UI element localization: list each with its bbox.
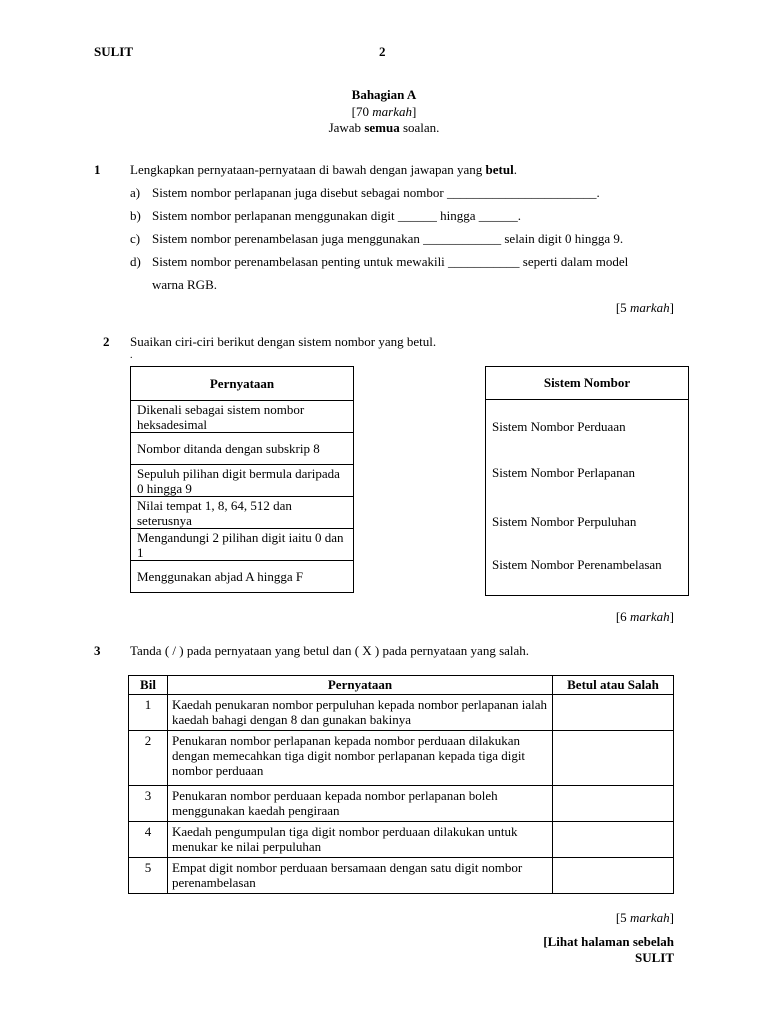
question-3-prompt: Tanda ( / ) pada pernyataan yang betul dan ( X ) pada pernyataan yang salah.	[130, 643, 530, 658]
footer-next-page: [Lihat halaman sebelah	[543, 934, 674, 949]
q3-row-text: Penukaran nombor perlapanan kepada nombor perduaan dilakukan dengan memecahkan tiga digit nombor perlapanan kepada tiga digit nombor perduaan	[168, 731, 553, 786]
question-1-prompt: Lengkapkan pernyataan-pernyataan di bawah dengan jawapan yang betul.	[130, 162, 517, 177]
q2-system-option: Sistem Nombor Perenambelasan	[492, 557, 662, 572]
question-2-number: 2	[103, 334, 110, 349]
q2-stray-dot: .	[130, 350, 133, 361]
q3-answer-cell[interactable]	[553, 695, 674, 731]
q2-system-option: Sistem Nombor Perlapanan	[492, 465, 635, 480]
q1-item-d-label: d)	[130, 254, 141, 269]
q3-answer-cell[interactable]	[553, 822, 674, 858]
table-row	[129, 731, 674, 786]
q2-statement: Mengandungi 2 pilihan digit iaitu 0 dan 1	[131, 529, 354, 561]
table-row	[129, 822, 674, 858]
table-row	[129, 858, 674, 894]
q3-row-bil: 2	[129, 731, 168, 786]
footer-classification: SULIT	[634, 950, 674, 965]
q2-systems-header: Sistem Nombor	[486, 367, 688, 400]
q3-header-bil: Bil	[129, 676, 168, 695]
q3-row-text: Kaedah penukaran nombor perpuluhan kepada nombor perlapanan ialah kaedah bahagi dengan 8 dan gunakan bakinya	[168, 695, 553, 731]
q3-header-statement: Pernyataan	[168, 676, 553, 695]
page-number: 2	[379, 44, 386, 59]
q2-system-option: Sistem Nombor Perpuluhan	[492, 514, 637, 529]
q2-statement: Nilai tempat 1, 8, 64, 512 dan seterusnya	[131, 497, 354, 529]
q3-row-text: Empat digit nombor perduaan bersamaan dengan satu digit nombor perenambelasan	[168, 858, 553, 894]
q3-row-text: Penukaran nombor perduaan kepada nombor perlapanan boleh menggunakan kaedah pengiraan	[168, 786, 553, 822]
q1-item-a-text: Sistem nombor perlapanan juga disebut sebagai nombor _______________________.	[152, 185, 600, 200]
header-classification: SULIT	[94, 44, 134, 59]
q2-marks: [6 markah]	[615, 609, 674, 624]
q2-system-option: Sistem Nombor Perduaan	[492, 419, 626, 434]
q3-row-bil: 3	[129, 786, 168, 822]
q2-systems-box	[485, 366, 689, 596]
q3-row-bil: 5	[129, 858, 168, 894]
q2-statement: Sepuluh pilihan digit bermula daripada 0 hingga 9	[131, 465, 354, 497]
q3-answer-cell[interactable]	[553, 731, 674, 786]
q1-item-c-text: Sistem nombor perenambelasan juga menggunakan ____________ selain digit 0 hingga 9.	[152, 231, 624, 246]
question-1-number: 1	[94, 162, 101, 177]
q3-row-bil: 1	[129, 695, 168, 731]
table-row	[129, 695, 674, 731]
q1-item-a-label: a)	[130, 185, 141, 200]
section-title: Bahagian A	[351, 87, 417, 102]
q3-answer-cell[interactable]	[553, 858, 674, 894]
q3-answer-cell[interactable]	[553, 786, 674, 822]
question-3-number: 3	[94, 643, 101, 658]
question-2-prompt: Suaikan ciri-ciri berikut dengan sistem nombor yang betul.	[130, 334, 437, 349]
q1-item-d-continuation: warna RGB.	[152, 277, 217, 292]
section-marks: [70 markah]	[351, 104, 417, 119]
q1-item-b-text: Sistem nombor perlapanan menggunakan digit ______ hingga ______.	[152, 208, 521, 223]
q2-statements-header: Pernyataan	[131, 367, 354, 401]
q2-statement: Nombor ditanda dengan subskrip 8	[131, 433, 354, 465]
q3-header-answer: Betul atau Salah	[553, 676, 674, 695]
table-row	[129, 786, 674, 822]
q1-marks: [5 markah]	[615, 300, 674, 315]
q2-statement: Menggunakan abjad A hingga F	[131, 561, 354, 593]
q3-table	[128, 675, 674, 894]
q3-marks: [5 markah]	[615, 910, 674, 925]
q2-statement: Dikenali sebagai sistem nombor heksadesimal	[131, 401, 354, 433]
q1-item-d-text: Sistem nombor perenambelasan penting untuk mewakili ___________ seperti dalam model	[152, 254, 629, 269]
q3-row-text: Kaedah pengumpulan tiga digit nombor perduaan dilakukan untuk menukar ke nilai perpuluhan	[168, 822, 553, 858]
q3-row-bil: 4	[129, 822, 168, 858]
q1-item-c-label: c)	[130, 231, 141, 246]
q2-statements-table	[130, 366, 354, 593]
q1-item-b-label: b)	[130, 208, 141, 223]
section-instruction: Jawab semua soalan.	[328, 120, 440, 135]
